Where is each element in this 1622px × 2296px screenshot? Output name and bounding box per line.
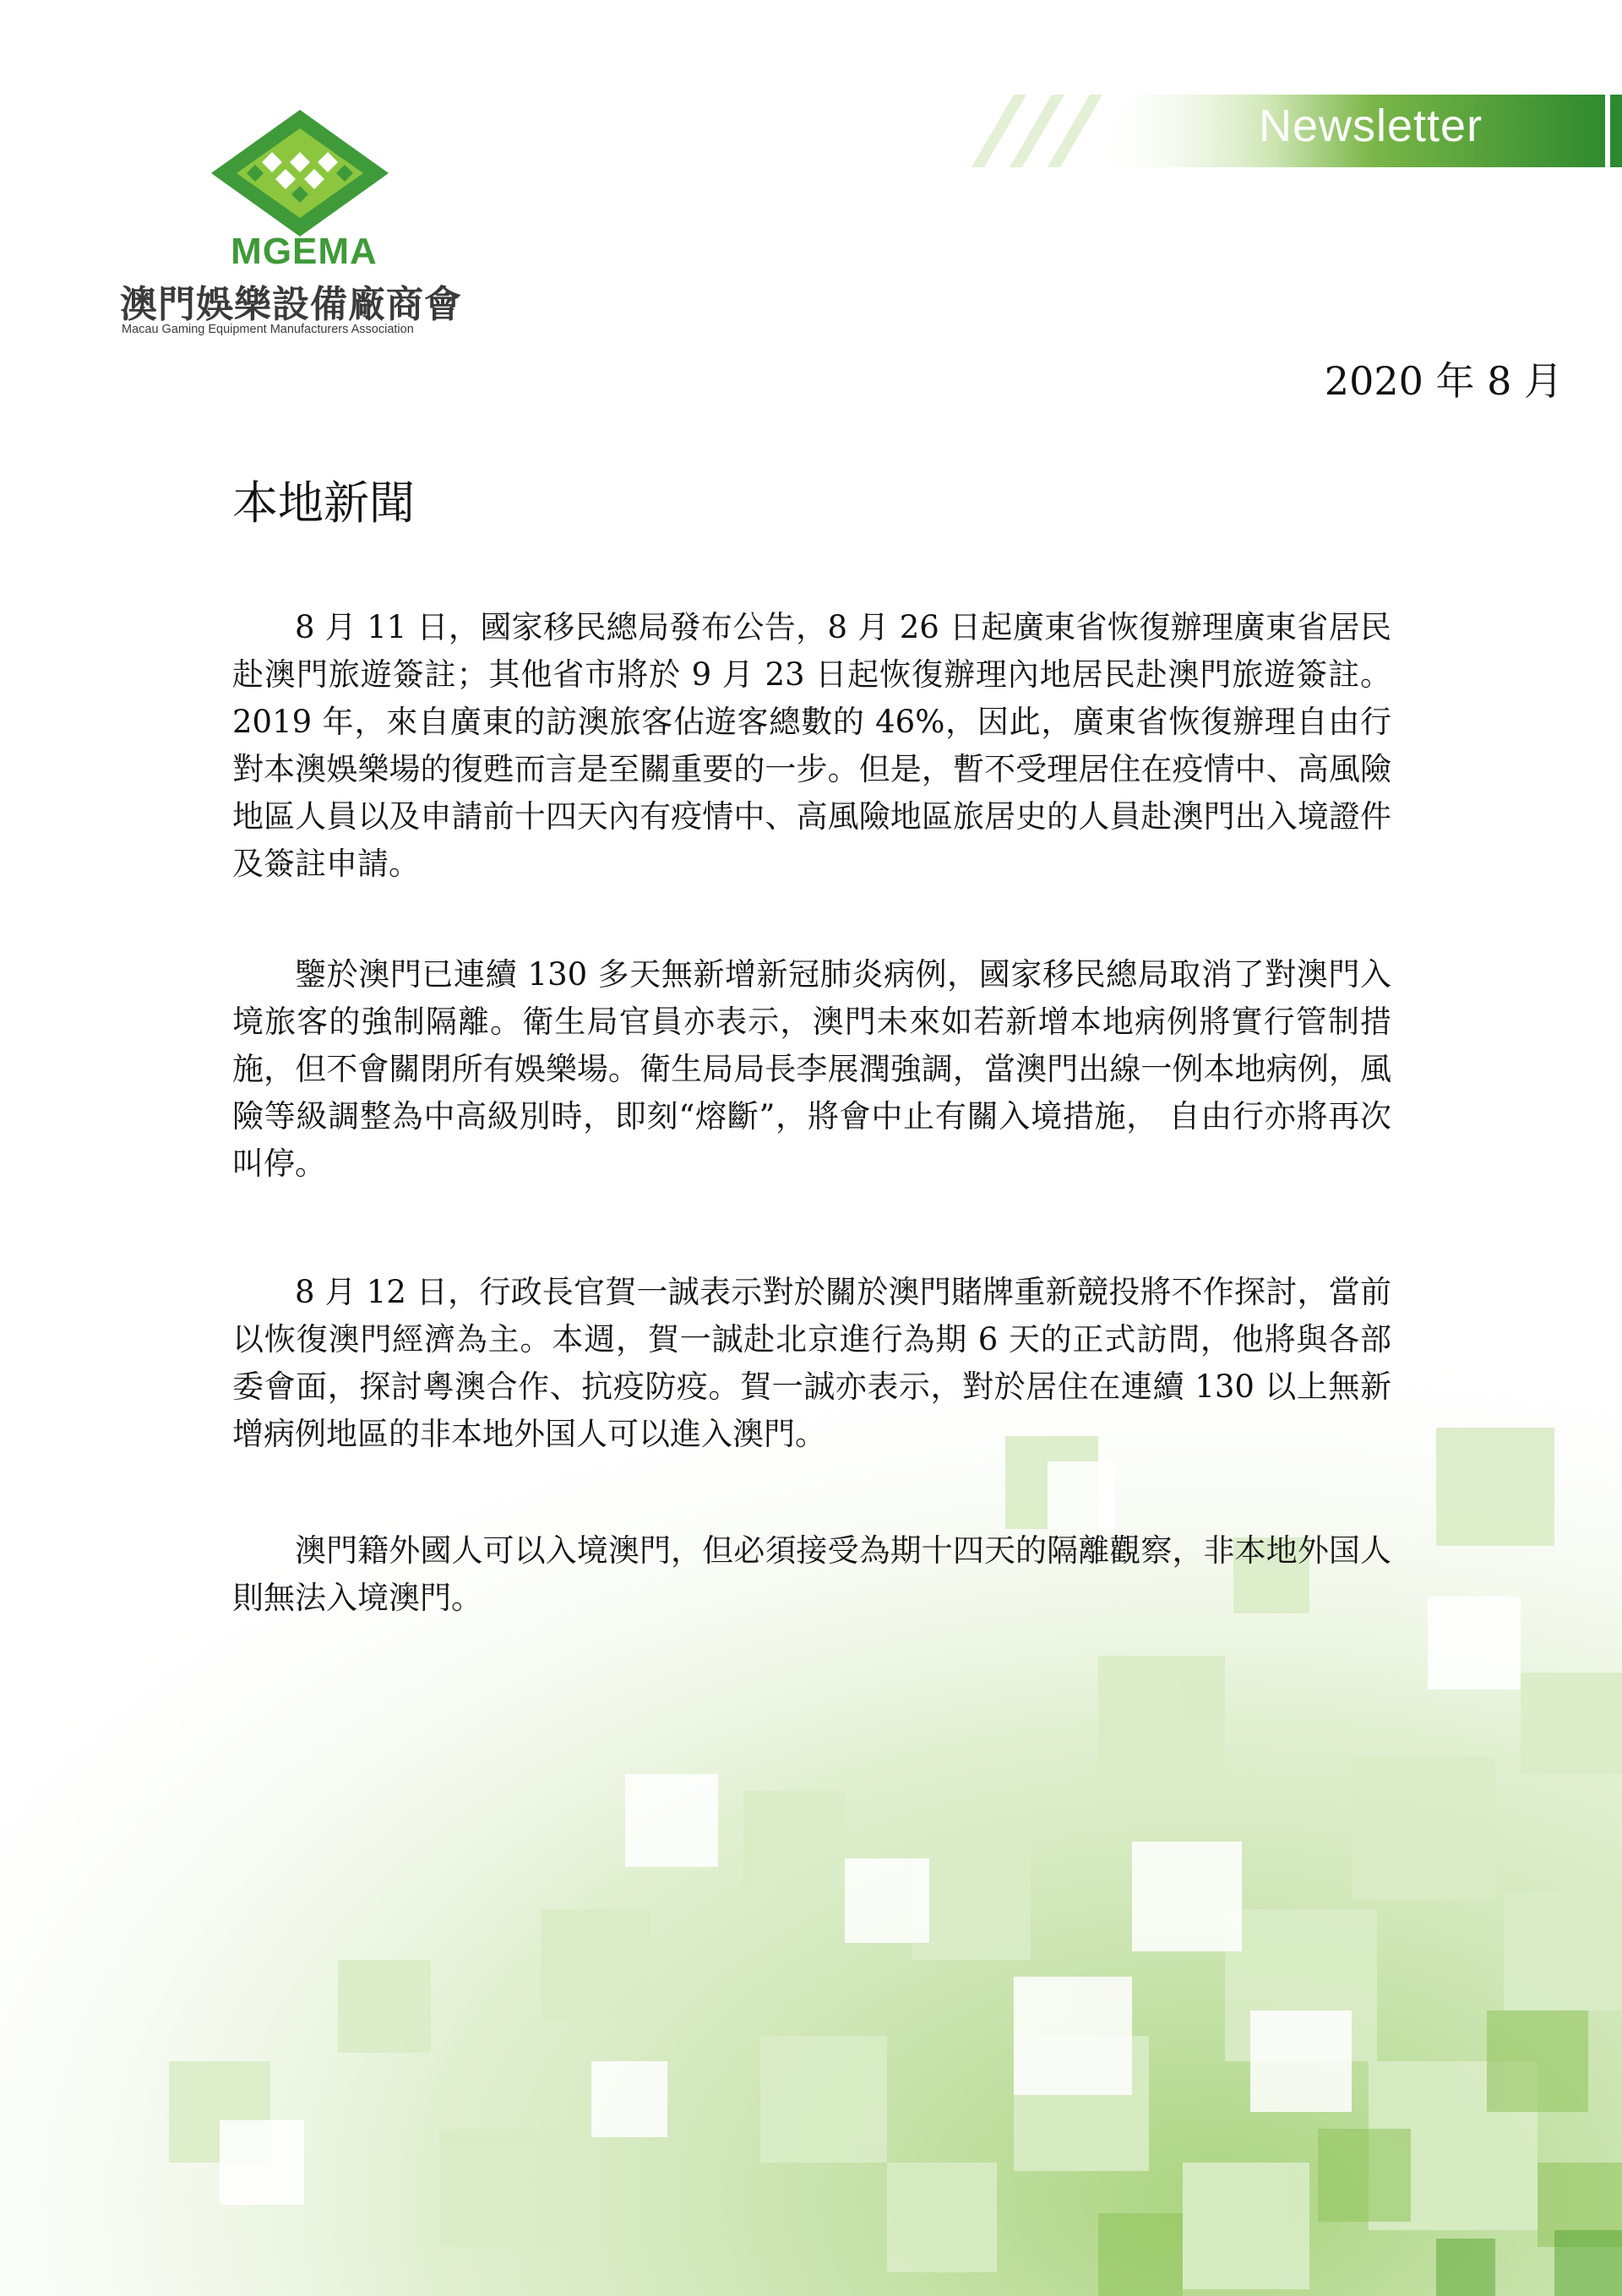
section-title: 本地新聞 xyxy=(232,476,415,530)
article-paragraph: 8 月 12 日，行政長官賀一誠表示對於關於澳門賭牌重新競投將不作探討，當前以恢復澳門經濟為主。本週，賀一誠赴北京進行為期 6 天的正式訪問，他將與各部委會面，探討粵澳合作、抗疫防疫。賀一誠亦表示，對於居住在連續 130 以上無新增病例地區的非本地外国人可以進入澳門。 xyxy=(232,1274,1391,1452)
newsletter-label: Newsletter xyxy=(1259,101,1483,151)
logo-english-name: Macau Gaming Equipment Manufacturers Association xyxy=(122,323,414,336)
association-logo xyxy=(118,110,490,346)
logo-abbreviation: MGEMA xyxy=(231,231,378,272)
diamond-lattice-logo-icon xyxy=(211,110,389,237)
article-paragraph: 澳門籍外國人可以入境澳門，但必須接受為期十四天的隔離觀察，非本地外国人則無法入境澳門。 xyxy=(232,1532,1391,1616)
logo-chinese-name: 澳門娛樂設備廠商會 xyxy=(120,283,462,326)
issue-date: 2020 年 8 月 xyxy=(1324,358,1563,404)
green-squares-background xyxy=(0,1318,1622,2296)
article-paragraph: 8 月 11 日，國家移民總局發布公告，8 月 26 日起廣東省恢復辦理廣東省居民赴澳門旅遊簽註；其他省市將於 9 月 23 日起恢復辦理內地居民赴澳門旅遊簽註。2019 年，來自廣東的訪澳旅客佔遊客總數的 46%，因此，廣東省恢復辦理自由行對本澳娛樂場的復甦而言是至關重要的一步。但是，暫不受理居住在疫情中、高風險地區人員以及申請前十四天內有疫情中、高風險地區旅居史的人員赴澳門出入境證件及簽註申請。 xyxy=(232,609,1391,882)
article-paragraph: 鑒於澳門已連續 130 多天無新增新冠肺炎病例，國家移民總局取消了對澳門入境旅客的強制隔離。衛生局官員亦表示，澳門未來如若新增本地病例將實行管制措施，但不會關閉所有娛樂場。衛生局局長李展潤強調，當澳門出線一例本地病例，風險等級調整為中高級別時，即刻“熔斷”，將會中止有關入境措施， 自由行亦將再次叫停。 xyxy=(232,956,1391,1182)
